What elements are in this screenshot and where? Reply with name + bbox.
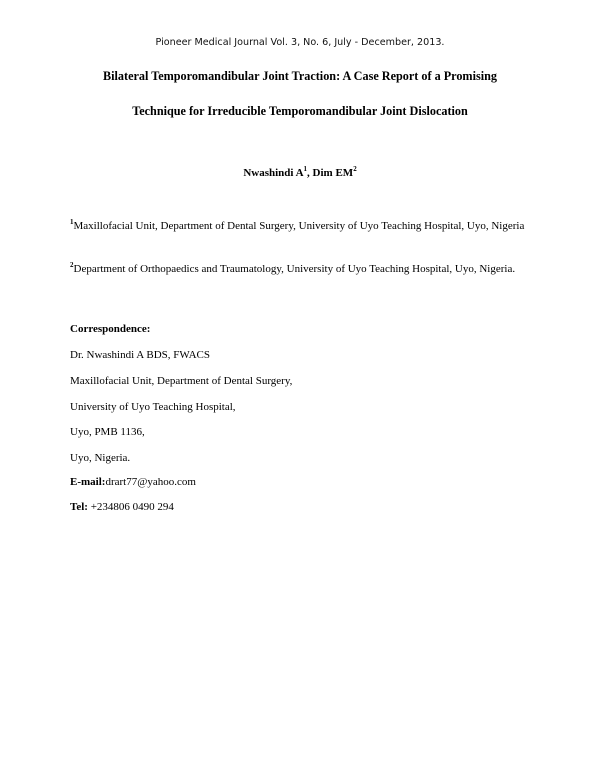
- affiliation-1: [70, 213, 530, 235]
- correspondence-email: [70, 476, 196, 488]
- email-address[interactable]: drart77@yahoo.com: [105, 476, 196, 488]
- correspondence-heading: Correspondence:: [70, 323, 151, 335]
- correspondence-phone: [70, 501, 174, 513]
- article-title-line-1: Bilateral Temporomandibular Joint Traction: A Case Report of a Promising: [103, 69, 497, 83]
- correspondence-unit: Maxillofacial Unit, Department of Dental Surgery,: [70, 375, 293, 387]
- phone-label: Tel:: [70, 501, 88, 513]
- author-name: Nwashindi A: [243, 167, 304, 179]
- email-label: E-mail:: [70, 476, 106, 488]
- correspondence-hospital: University of Uyo Teaching Hospital,: [70, 401, 236, 413]
- article-title-line-2: Technique for Irreducible Temporomandibular Joint Dislocation: [132, 104, 468, 118]
- correspondence-address: Uyo, PMB 1136,: [70, 426, 145, 438]
- correspondence-name: Dr. Nwashindi A BDS, FWACS: [70, 349, 210, 361]
- author-name: Dim EM: [312, 167, 354, 179]
- affiliation-superscript: 1: [70, 218, 74, 226]
- phone-number: +234806 0490 294: [87, 501, 174, 513]
- author-superscript: 2: [353, 165, 357, 173]
- author-list: [0, 165, 600, 179]
- correspondence-country: Uyo, Nigeria.: [70, 452, 131, 464]
- affiliation-text: Department of Orthopaedics and Traumatology, University of Uyo Teaching Hospital, Uyo, Nigeria.: [73, 263, 516, 275]
- affiliation-superscript: 2: [70, 261, 74, 269]
- author-superscript: 1: [303, 165, 308, 173]
- affiliation-text: Maxillofacial Unit, Department of Dental Surgery, University of Uyo Teaching Hospital, Uyo, Nigeria: [73, 220, 525, 232]
- journal-header: Pioneer Medical Journal Vol. 3, No. 6, July - December, 2013.: [155, 37, 445, 48]
- affiliation-2: [70, 256, 530, 278]
- author-separator: ,: [307, 167, 313, 179]
